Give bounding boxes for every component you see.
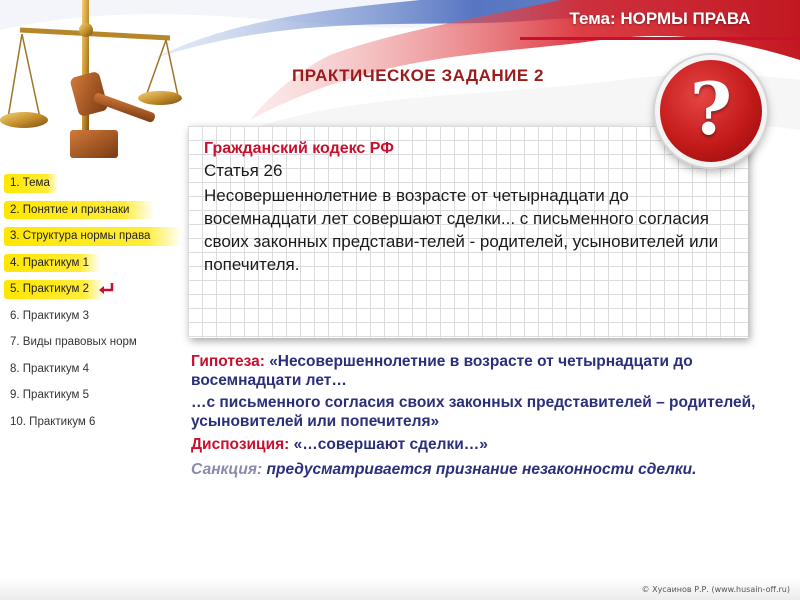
sanction-label: Санкция:: [191, 461, 263, 478]
article-card: [188, 126, 748, 338]
menu-item-norm-types[interactable]: 7. Виды правовых норм: [10, 336, 137, 349]
menu-item-structure[interactable]: 3. Структура нормы права: [0, 223, 190, 250]
topic-underline: [520, 37, 800, 40]
menu-item-topic[interactable]: 1. Тема: [0, 170, 190, 197]
sanction-text: предусматривается признание незаконности сделки.: [266, 461, 697, 478]
scales-of-justice-icon: [0, 0, 185, 168]
disposition-text: «…совершают сделки…»: [293, 436, 488, 453]
menu-item-practicum-6[interactable]: 10. Практикум 6: [10, 415, 96, 428]
hypothesis-text: «Несовершеннолетние в возрасте от четырнадцати до восемнадцати лет…: [191, 353, 693, 389]
topic-title: Тема: НОРМЫ ПРАВА: [569, 9, 751, 28]
return-arrow-icon[interactable]: [97, 282, 115, 296]
article-text: Несовершеннолетние в возрасте от четырнадцати до восемнадцати лет совершают сделки... с письменного согласия своих законных представи-телей - родителей, усыновителей или попечителя.: [204, 186, 719, 274]
task-title: ПРАКТИЧЕСКОЕ ЗАДАНИЕ 2: [292, 66, 544, 85]
code-title: Гражданский кодекс РФ: [204, 140, 394, 157]
disposition-line: [191, 435, 781, 454]
menu-item-practicum-1[interactable]: 4. Практикум 1: [0, 250, 190, 277]
sidebar-menu: [0, 170, 190, 435]
menu-item-practicum-5[interactable]: 9. Практикум 5: [10, 389, 89, 402]
topic-header: [520, 0, 800, 38]
menu-item-concept[interactable]: 2. Понятие и признаки: [0, 197, 190, 224]
menu-item-practicum-2[interactable]: 5. Практикум 2: [0, 276, 190, 303]
question-mark-icon: ?: [655, 55, 767, 167]
sanction-line: [191, 460, 781, 479]
menu-item-practicum-3[interactable]: 6. Практикум 3: [10, 309, 89, 322]
hypothesis-line: [191, 352, 781, 390]
answer-block: [191, 352, 781, 479]
hypothesis-continuation: …с письменного согласия своих законных представителей – родителей, усыновителей или попечителя»: [191, 394, 756, 430]
hypothesis-label: Гипотеза:: [191, 353, 265, 370]
article-number: Статья 26: [204, 161, 283, 180]
disposition-label: Диспозиция:: [191, 436, 290, 453]
menu-item-practicum-4[interactable]: 8. Практикум 4: [10, 362, 89, 375]
copyright: © Хусаинов Р.Р. (www.husain-off.ru): [641, 585, 790, 594]
